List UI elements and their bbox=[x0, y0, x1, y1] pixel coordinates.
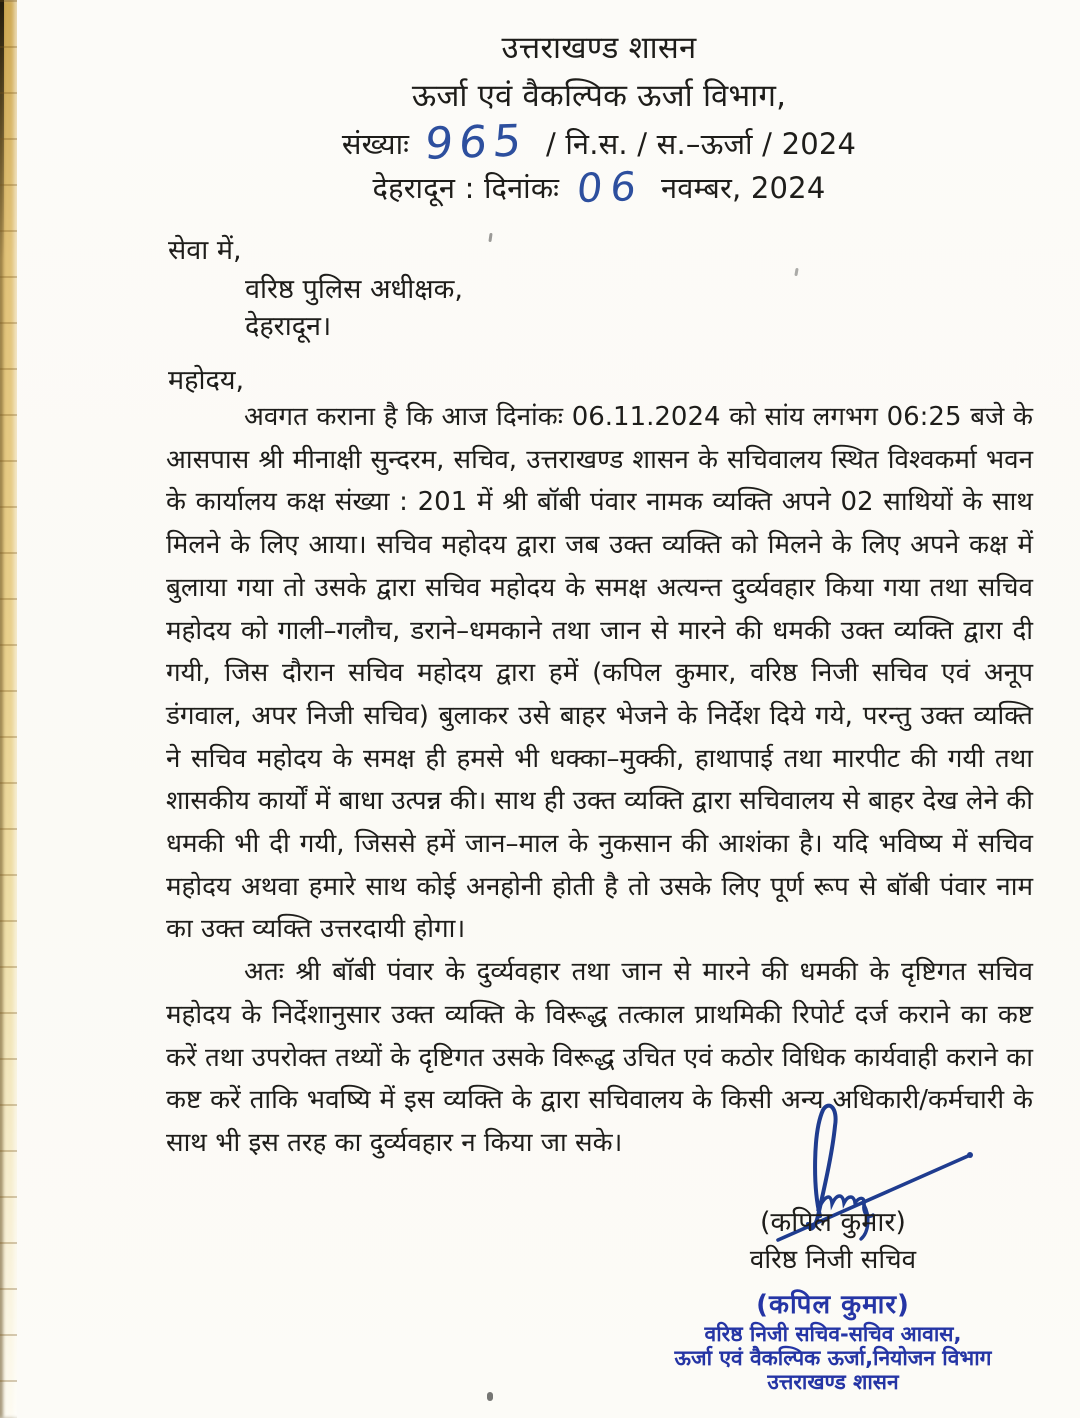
org-name: उत्तराखण्ड शासन bbox=[501, 30, 697, 66]
date-line bbox=[165, 163, 1033, 213]
date-handwritten: 06 bbox=[574, 163, 646, 213]
binding-strip bbox=[0, 0, 17, 1418]
place-date-label: देहरादून : दिनांकः bbox=[372, 171, 560, 205]
stamp-line-4: उत्तराखण्ड शासन bbox=[767, 1370, 899, 1394]
stamp-line-2: वरिष्ठ निजी सचिव-सचिव आवास, bbox=[704, 1322, 962, 1346]
scan-artifact bbox=[488, 233, 492, 242]
stamp-block bbox=[663, 1289, 1003, 1395]
salutation: महोदय, bbox=[168, 365, 245, 396]
body-paragraph-2: अतः श्री बॉबी पंवार के दुर्व्यवहार तथा जान से मारने की धमकी के दृष्टिगत सचिव महोदय के निर्देशानुसार उक्त व्यक्ति के विरूद्ध तत्काल प्राथमिकी रिपोर्ट दर्ज कराने का कष्ट करें तथा उपरोक्त तथ्यों के दृष्टिगत उसके विरूद्ध उचित एवं कठोर विधिक कार्यवाही कराने का कष्ट करें ताकि भवष्यि में इस व्यक्ति के द्वारा सचिवालय के किसी अन्य अधिकारी/कर्मचारी के साथ भी इस तरह का दुर्व्यवहार न किया जा सके। bbox=[166, 957, 1033, 1158]
signature-block bbox=[663, 1204, 1003, 1395]
signer-name: (कपिल कुमार) bbox=[760, 1207, 906, 1238]
ref-number-rest: / नि.स. / स.–ऊर्जा / 2024 bbox=[546, 127, 857, 161]
ref-number-label: संख्याः bbox=[341, 127, 410, 161]
ref-number-line bbox=[165, 115, 1033, 170]
scan-artifact bbox=[487, 1392, 493, 1401]
recipient-salute: सेवा में, bbox=[168, 235, 242, 266]
body-paragraph-1: अवगत कराना है कि आज दिनांकः 06.11.2024 को सांय लगभग 06:25 बजे के आसपास श्री मीनाक्षी सुन्दरम, सचिव, उत्तराखण्ड शासन के सचिवालय स्थित विश्वकर्मा भवन के कार्यालय कक्ष संख्या : 201 में श्री बॉबी पंवार नामक व्यक्ति अपने 02 साथियों के साथ मिलने के लिए आया। सचिव महोदय द्वारा जब उक्त व्यक्ति को मिलने के लिए अपने कक्ष में बुलाया गया तो उसके द्वारा सचिव महोदय के समक्ष अत्यन्त दुर्व्यवहार किया गया तथा सचिव महोदय को गाली–गलौच, डराने–धमकाने तथा जान से मारने की धमकी उक्त व्यक्ति द्वारा दी गयी, जिस दौरान सचिव महोदय द्वारा हमें (कपिल कुमार, वरिष्ठ निजी सचिव एवं अनूप डंगवाल, अपर निजी सचिव) बुलाकर उसे बाहर भेजने के निर्देश दिये गये, परन्तु उक्त व्यक्ति ने सचिव महोदय के समक्ष ही हमसे भी धक्का–मुक्की, हाथापाई तथा मारपीट की गयी तथा शासकीय कार्यों में बाधा उत्पन्न की। साथ ही उक्त व्यक्ति द्वारा सचिवालय से बाहर देख लेने की धमकी भी दी गयी, जिससे हमें जान–माल के नुकसान की आशंका है। यदि भविष्य में सचिव महोदय अथवा हमारे साथ कोई अनहोनी होती है तो उसके लिए पूर्ण रूप से बॉबी पंवार नाम का उक्त व्यक्ति उत्तरदायी होगा। bbox=[166, 402, 1033, 945]
scan-artifact bbox=[794, 268, 798, 276]
recipient-city: देहरादून। bbox=[245, 311, 332, 342]
recipient-designation: वरिष्ठ पुलिस अधीक्षक, bbox=[245, 274, 463, 305]
dept-name: ऊर्जा एवं वैकल्पिक ऊर्जा विभाग, bbox=[411, 78, 787, 114]
letter-body bbox=[166, 396, 1033, 1165]
signer-designation: वरिष्ठ निजी सचिव bbox=[749, 1245, 917, 1275]
ref-number-handwritten: 965 bbox=[422, 115, 530, 170]
stamp-name: (कपिल कुमार) bbox=[756, 1290, 910, 1320]
stamp-line-3: ऊर्जा एवं वैकल्पिक ऊर्जा,नियोजन विभाग bbox=[674, 1346, 992, 1370]
date-rest: नवम्बर, 2024 bbox=[660, 171, 826, 205]
